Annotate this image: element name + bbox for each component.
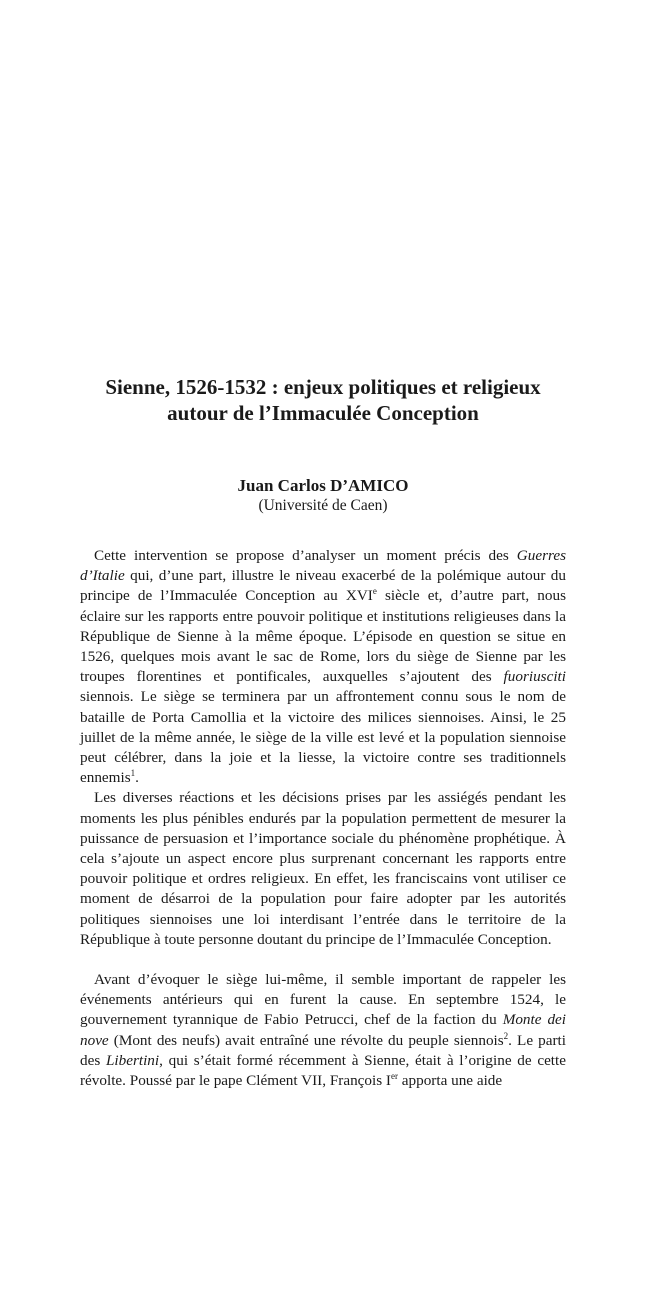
author-affiliation: (Université de Caen) — [258, 497, 388, 514]
superscript: er — [390, 1071, 398, 1082]
document-page — [80, 374, 566, 1091]
italic-term: fuoriusciti — [503, 668, 566, 686]
author-name: Juan Carlos D’AMICO — [237, 476, 409, 495]
footnote-ref-1: 1 — [130, 768, 136, 779]
italic-term: Libertini — [105, 1051, 160, 1069]
footnote-ref-2: 2 — [503, 1030, 509, 1041]
italic-term: Guerres d’Italie — [80, 547, 566, 585]
paragraph-2: Les diverses réactions et les décisions prises par les assiégés pendant les moments les plus pénibles endurés par la population permettent de mesurer la puissance de persuasion et l’importance sociale du phénomène prophétique. À cela s’ajoute un aspect encore plus surprenant concernant les rapports entre pouvoir politique et ordres religieux. En effet, les franciscains vont utiliser ce moment de désarroi de la population pour faire adopter par les autorités politiques siennoises une loi interdisant l’entrée dans le territoire de la République à toute personne doutant du principe de l’Immaculée Conception. — [80, 789, 566, 948]
superscript: e — [372, 586, 377, 597]
article-title — [80, 374, 566, 426]
title-line-1: Sienne, 1526-1532 : enjeux politiques et religieux — [105, 375, 541, 399]
paragraph-3: Avant d’évoquer le siège lui-même, il semble important de rappeler les événements antérieurs qui en furent la cause. En septembre 1524, le gouvernement tyrannique de Fabio Petrucci, chef de la faction du Monte dei nove (Mont des neufs) avait entraîné une révolte du peuple siennois$^2$. Le parti des Libertini, qui s’était formé récemment à Sienne, était à l’origine de cette révolte. Poussé par le pape Clément VII, François Ier apporta une aide — [80, 971, 566, 1090]
article-body — [80, 546, 566, 1091]
italic-term: Monte dei nove — [80, 1011, 566, 1049]
paragraph-1: Cette intervention se propose d’analyser un moment précis des Guerres d’Italie qui, d’une part, illustre le niveau exacerbé de la polémique autour du principe de l’Immaculée Conception au XVIe siècle et, d’autre part, nous éclaire sur les rapports entre pouvoir politique et institutions religieuses dans la République de Sienne à la même époque. L’épisode en question se situe en 1526, quelques mois avant le sac de Rome, lors du siège de Sienne par les troupes florentines et pontificales, auxquelles s’ajoutent des fuoriusciti siennois. Le siège se terminera par un affrontement connu sous le nom de bataille de Porta Camollia et la victoire des milices siennoises. Ainsi, le 25 juillet de la même année, le siège de la ville est levé et la population siennoise peut célébrer, dans la joie et la liesse, la victoire contre ses traditionnels ennemis$^1$. — [80, 547, 566, 787]
title-line-2: autour de l’Immaculée Conception — [167, 401, 479, 425]
